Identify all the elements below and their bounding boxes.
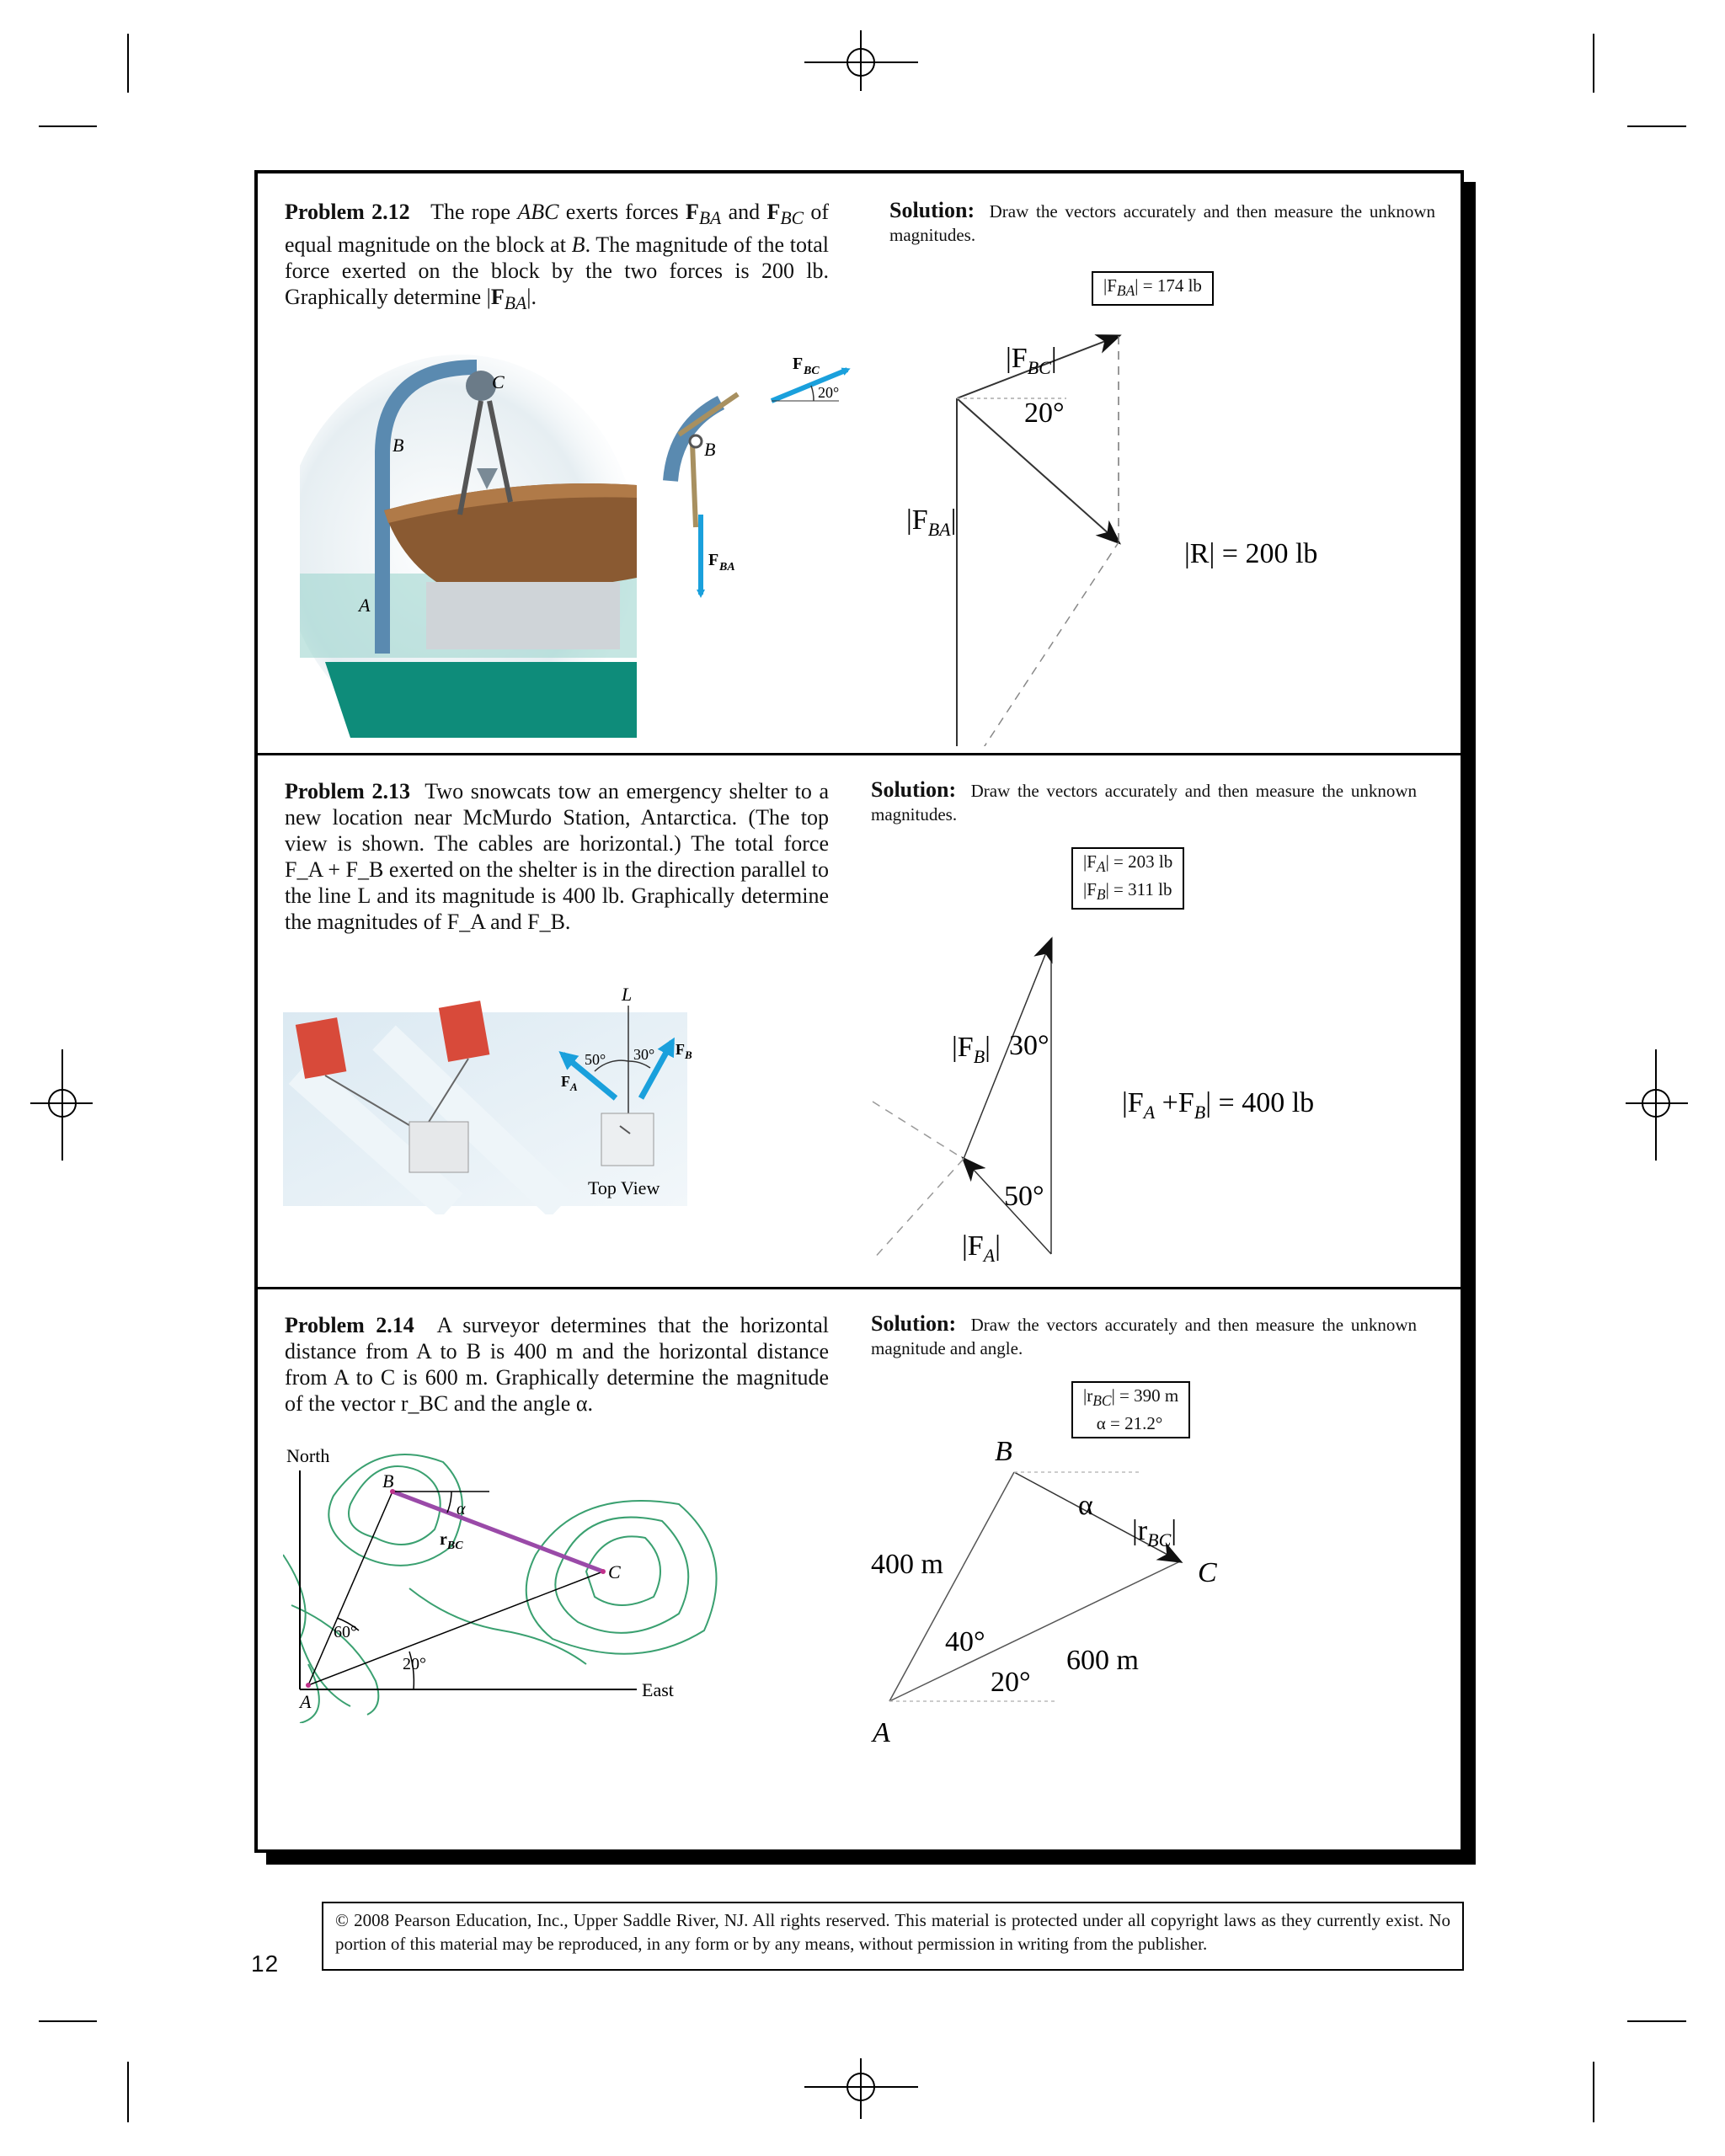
rope-BC: [679, 394, 738, 435]
angle-label-30: 30°: [633, 1046, 655, 1063]
label-600m: 600 m: [1066, 1645, 1139, 1676]
label-F-BC-diagram: $|F_{BC}|$: [1006, 343, 1057, 378]
label-B: B: [393, 435, 404, 456]
angle-label-20: 20°: [818, 384, 840, 401]
label-alpha-diagram: α: [1078, 1490, 1093, 1521]
label-F-A-diagram: $|F_A|$: [962, 1230, 1001, 1266]
angle-label-20: 20°: [403, 1655, 426, 1673]
vector-r-BC: [393, 1492, 603, 1572]
label-r-BC-diagram: $|r_{BC}|$: [1132, 1515, 1178, 1550]
page-number: 12: [251, 1951, 280, 1977]
angle-label-50: 50°: [585, 1051, 606, 1068]
label-C: C: [608, 1561, 621, 1582]
problem-2-13-solution: Solution: Draw the vectors accurately and then measure the unknown magnitudes.: [871, 777, 1418, 825]
angle-label-30-diagram: 30°: [1009, 1030, 1049, 1061]
side-AC: [889, 1561, 1180, 1701]
registration-mark-left: [30, 1049, 93, 1161]
registration-mark-right: [1626, 1049, 1688, 1161]
label-North: North: [286, 1445, 330, 1466]
angle-arc: [811, 386, 814, 401]
angle-label-20-diagram: 20°: [1024, 398, 1065, 429]
label-East: East: [642, 1679, 674, 1700]
shelter: [409, 1122, 468, 1172]
problems-frame: [254, 170, 1464, 1853]
problem-2-14-statement: Problem 2.14 A surveyor determines that the horizontal distance from A to B is 400 m and the horizontal distance from A to C is 600 m. Graphically determine the magnitude of the vector r_BC and the angle α.: [285, 1313, 830, 1416]
construction-line: [873, 1159, 964, 1260]
problem-2-12-answer: $|F_{BA}| = 174$ lb: [1092, 271, 1214, 306]
label-F-B-diagram: $|F_B|$: [952, 1032, 991, 1067]
label-L: L: [622, 987, 633, 1005]
label-A-diagram: A: [873, 1717, 890, 1748]
copyright-notice: © 2008 Pearson Education, Inc., Upper Saddle River, NJ. All rights reserved. This material is protected under all copyright laws as they currently exist. No portion of this material may be reproduced, in any form or by any means, without permission in writing from the publisher.: [322, 1902, 1464, 1971]
angle-label-20-diagram: 20°: [991, 1667, 1031, 1698]
dock-water: [325, 662, 637, 738]
problem-2-14-solution: Solution: Draw the vectors accurately and then measure the unknown magnitude and angle.: [871, 1311, 1418, 1358]
label-C: C: [492, 371, 505, 392]
angle-label-60: 60°: [334, 1623, 357, 1641]
angle-label-50-diagram: 50°: [1004, 1181, 1044, 1212]
problem-2-12-solution: Solution: Draw the vectors accurately and then measure the unknown magnitudes.: [889, 198, 1436, 245]
problem-2-13-statement: Problem 2.13 Two snowcats tow an emergency shelter to a new location near McMurdo Station, Antarctica. (The top view is shown. The cables are horizontal.) The total force F_A + F_B exerted on the shelter is in the direction parallel to the line L and its magnitude is 400 lb. Graphically determine the magnitudes of F_A and F_B.: [285, 779, 829, 934]
label-A: A: [300, 1691, 312, 1712]
problem-2-14-vector-diagram: [864, 1437, 1454, 1757]
problem-2-13-vector-diagram: [864, 915, 1454, 1285]
problem-2-13-figure: [283, 987, 839, 1214]
label-r-BC: $r_{BC}$: [440, 1530, 463, 1552]
section-divider: [258, 1287, 1461, 1289]
construction-line: [873, 1102, 964, 1159]
cradle: [426, 582, 620, 649]
label-F-BC: F: [793, 355, 804, 373]
angle-label-40: 40°: [945, 1626, 985, 1657]
label-F-A: $F_A$: [561, 1073, 578, 1093]
label-400m: 400 m: [871, 1549, 943, 1580]
label-F-BA-diagram: $|F_{BA}|$: [906, 504, 957, 540]
problem-2-12-figure: [300, 342, 856, 738]
label-A: A: [359, 595, 371, 616]
label-B-detail: B: [704, 439, 716, 460]
registration-mark-bottom: [804, 2058, 918, 2119]
construction-line: [957, 542, 1119, 746]
label-alpha: α: [457, 1500, 466, 1518]
label-B-diagram: B: [995, 1437, 1012, 1467]
label-sum: $|F_A +F_B| = 400$ lb: [1122, 1087, 1315, 1123]
label-C-diagram: C: [1198, 1557, 1217, 1588]
label-F-B: $F_B$: [676, 1041, 692, 1061]
label-B: B: [382, 1470, 394, 1492]
angle-arc-alpha: [447, 1492, 451, 1513]
svg-text:BC: BC: [804, 365, 820, 377]
section-divider: [258, 753, 1461, 755]
block-B: [690, 435, 702, 447]
shelter-top-view: [601, 1113, 654, 1166]
problem-2-14-figure: [283, 1437, 839, 1723]
problem-2-14-answer: $|r_{BC}| = 390$ m α = 21.2°: [1071, 1381, 1190, 1438]
label-F-BA: F: [708, 551, 719, 569]
registration-mark-top: [804, 30, 918, 91]
label-R: |R| = 200 lb: [1184, 538, 1318, 569]
top-view-caption: Top View: [588, 1177, 660, 1198]
rope-BA: [692, 443, 696, 527]
svg-text:BA: BA: [719, 561, 735, 574]
problem-2-12-statement: Problem 2.12 The rope ABC exerts forces $F_{BA}$ and $F_{BC}$ of equal magnitude on the block at B. The magnitude of the total force exerted on the block by the two forces is 200 lb. Graphically determine $|F_{BA}|$.: [285, 200, 829, 314]
problem-2-13-answer: $|F_A| = 203$ lb $|F_B| = 311$ lb: [1071, 847, 1184, 910]
problem-2-12-vector-diagram: [898, 308, 1454, 746]
